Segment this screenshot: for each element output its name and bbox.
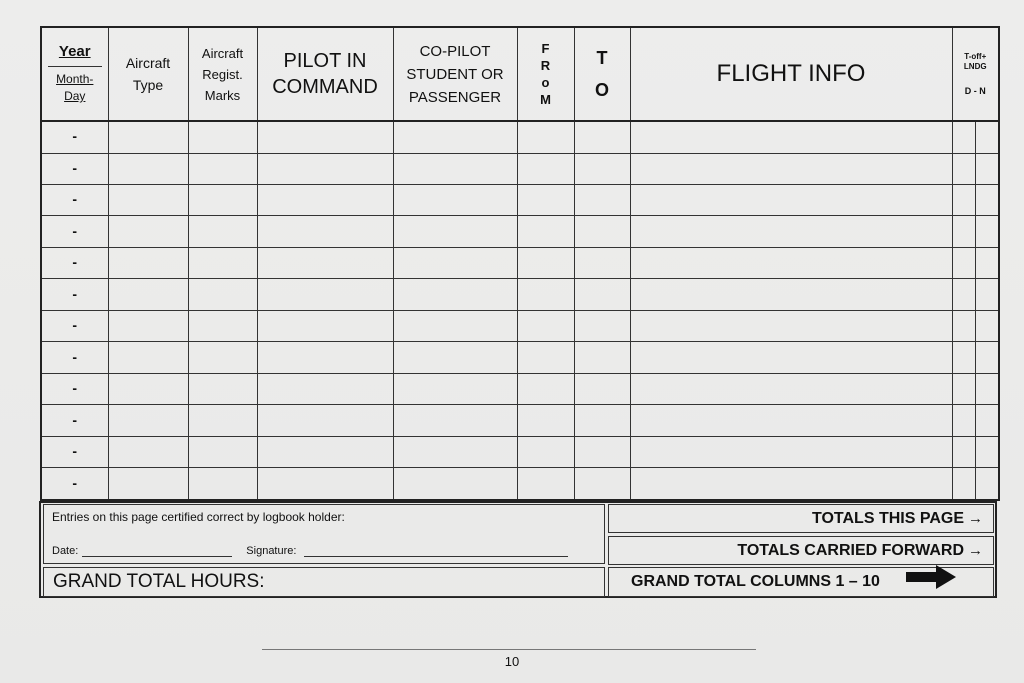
log-cell[interactable] xyxy=(630,342,952,373)
table-row xyxy=(41,279,999,310)
header-flight-info-label: FLIGHT INFO xyxy=(716,60,866,87)
header-pic-line1: PILOT IN xyxy=(283,50,367,72)
takeoff-landing-cell[interactable] xyxy=(952,279,999,310)
date-dash: - xyxy=(72,128,78,145)
date-cell[interactable] xyxy=(41,216,108,247)
header-regist-line3: Marks xyxy=(204,87,241,103)
log-cell[interactable] xyxy=(630,247,952,278)
grand-total-hours: GRAND TOTAL HOURS: xyxy=(43,567,605,597)
log-cell[interactable] xyxy=(188,153,257,184)
date-cell[interactable] xyxy=(41,184,108,215)
header-regist-line2: Regist. xyxy=(202,66,243,82)
log-cell[interactable] xyxy=(188,247,257,278)
table-row xyxy=(41,373,999,404)
header-copilot-line3: PASSENGER xyxy=(408,88,502,106)
block-arrow-icon xyxy=(906,565,956,599)
log-cell[interactable] xyxy=(188,121,257,153)
log-cell[interactable] xyxy=(393,121,517,153)
table-row xyxy=(41,153,999,184)
totals-this-page-label: TOTALS THIS PAGE xyxy=(811,510,964,527)
header-to-o: O xyxy=(594,80,609,100)
date-cell[interactable] xyxy=(41,279,108,310)
signature-field[interactable] xyxy=(304,546,568,557)
totals-this-page xyxy=(608,504,994,533)
log-cell[interactable] xyxy=(188,468,257,500)
header-aircraft-type-line2: Type xyxy=(132,77,164,93)
log-cell[interactable] xyxy=(188,279,257,310)
header-from-m: M xyxy=(540,92,551,107)
header-regist-line1: Aircraft xyxy=(201,45,244,61)
log-cell[interactable] xyxy=(574,373,630,404)
log-cell[interactable] xyxy=(517,436,574,467)
log-cell[interactable] xyxy=(108,216,188,247)
log-cell[interactable] xyxy=(630,216,952,247)
log-cell[interactable] xyxy=(108,405,188,436)
log-cell[interactable] xyxy=(108,279,188,310)
log-cell[interactable] xyxy=(574,121,630,153)
arrow-right-icon: → xyxy=(968,542,983,559)
totals-footer xyxy=(39,501,997,598)
log-cell[interactable] xyxy=(517,342,574,373)
log-cell[interactable] xyxy=(630,121,952,153)
log-cell[interactable] xyxy=(393,468,517,500)
log-cell[interactable] xyxy=(257,373,393,404)
log-cell[interactable] xyxy=(630,279,952,310)
log-cell[interactable] xyxy=(517,216,574,247)
log-cell[interactable] xyxy=(393,373,517,404)
date-dash: - xyxy=(72,254,78,271)
date-dash: - xyxy=(72,285,78,302)
signature-label: Signature: xyxy=(246,545,297,557)
signature-row xyxy=(52,545,568,557)
page-number-rule xyxy=(262,649,756,650)
log-cell[interactable] xyxy=(393,405,517,436)
log-cell[interactable] xyxy=(574,279,630,310)
date-cell[interactable] xyxy=(41,247,108,278)
date-cell[interactable] xyxy=(41,373,108,404)
header-to xyxy=(574,27,630,121)
log-cell[interactable] xyxy=(108,310,188,341)
log-cell[interactable] xyxy=(108,373,188,404)
takeoff-landing-cell[interactable] xyxy=(952,184,999,215)
header-year-monthday xyxy=(41,27,108,121)
header-takeoff-landing xyxy=(952,27,999,121)
table-row xyxy=(41,310,999,341)
table-row xyxy=(41,247,999,278)
date-dash: - xyxy=(72,222,78,239)
log-cell[interactable] xyxy=(630,184,952,215)
log-cell[interactable] xyxy=(574,153,630,184)
date-label: Date: xyxy=(52,545,79,557)
date-dash: - xyxy=(72,443,78,460)
log-cell[interactable] xyxy=(188,405,257,436)
takeoff-landing-cell[interactable] xyxy=(952,373,999,404)
table-row xyxy=(41,121,999,153)
grand-total-columns xyxy=(608,567,994,597)
grand-total-columns-label: GRAND TOTAL COLUMNS 1 – 10 xyxy=(631,573,880,590)
log-cell[interactable] xyxy=(393,342,517,373)
takeoff-landing-cell[interactable] xyxy=(952,310,999,341)
log-cell[interactable] xyxy=(630,310,952,341)
date-dash: - xyxy=(72,317,78,334)
header-takeoff-line2: LNDG xyxy=(963,62,987,71)
date-dash: - xyxy=(72,191,78,208)
header-day-night: D - N xyxy=(964,86,986,96)
log-cell[interactable] xyxy=(108,247,188,278)
table-row xyxy=(41,342,999,373)
date-dash: - xyxy=(72,159,78,176)
log-cell[interactable] xyxy=(393,153,517,184)
log-cell[interactable] xyxy=(574,342,630,373)
log-body xyxy=(41,121,999,500)
table-row xyxy=(41,216,999,247)
flight-log-table xyxy=(40,26,1000,501)
page-number: 10 xyxy=(504,654,520,669)
takeoff-landing-cell[interactable] xyxy=(952,216,999,247)
arrow-right-icon: → xyxy=(968,510,983,527)
log-cell[interactable] xyxy=(257,153,393,184)
log-cell[interactable] xyxy=(257,121,393,153)
totals-carried-forward xyxy=(608,536,994,565)
log-cell[interactable] xyxy=(257,342,393,373)
log-cell[interactable] xyxy=(393,279,517,310)
table-row xyxy=(41,184,999,215)
log-cell[interactable] xyxy=(257,310,393,341)
date-cell[interactable] xyxy=(41,468,108,500)
log-cell[interactable] xyxy=(393,247,517,278)
date-field[interactable] xyxy=(82,546,232,557)
log-cell[interactable] xyxy=(574,310,630,341)
log-cell[interactable] xyxy=(393,310,517,341)
header-day: Day xyxy=(64,89,86,103)
takeoff-landing-cell[interactable] xyxy=(952,405,999,436)
log-cell[interactable] xyxy=(517,153,574,184)
takeoff-landing-cell[interactable] xyxy=(952,436,999,467)
log-cell[interactable] xyxy=(517,405,574,436)
certification-box xyxy=(43,504,605,564)
log-cell[interactable] xyxy=(630,373,952,404)
log-cell[interactable] xyxy=(574,468,630,500)
log-cell[interactable] xyxy=(393,184,517,215)
header-from-f: F xyxy=(541,41,550,56)
log-cell[interactable] xyxy=(630,468,952,500)
header-from xyxy=(517,27,574,121)
table-row xyxy=(41,405,999,436)
log-cell[interactable] xyxy=(574,184,630,215)
date-cell[interactable] xyxy=(41,153,108,184)
header-from-r: R xyxy=(540,58,551,73)
takeoff-landing-cell[interactable] xyxy=(952,247,999,278)
header-row xyxy=(41,27,999,121)
date-dash: - xyxy=(72,380,78,397)
log-cell[interactable] xyxy=(108,121,188,153)
log-cell[interactable] xyxy=(574,436,630,467)
log-cell[interactable] xyxy=(574,405,630,436)
log-cell[interactable] xyxy=(517,247,574,278)
log-cell[interactable] xyxy=(574,247,630,278)
header-takeoff-line1: T-off+ xyxy=(964,52,987,61)
header-copilot-line1: CO-PILOT xyxy=(419,42,491,60)
log-cell[interactable] xyxy=(188,216,257,247)
log-cell[interactable] xyxy=(517,184,574,215)
log-cell[interactable] xyxy=(188,342,257,373)
log-cell[interactable] xyxy=(257,436,393,467)
date-cell[interactable] xyxy=(41,436,108,467)
log-cell[interactable] xyxy=(393,436,517,467)
log-cell[interactable] xyxy=(108,342,188,373)
date-cell[interactable] xyxy=(41,310,108,341)
date-dash: - xyxy=(72,411,78,428)
log-cell[interactable] xyxy=(630,405,952,436)
log-cell[interactable] xyxy=(257,184,393,215)
log-cell[interactable] xyxy=(108,436,188,467)
header-pilot-in-command xyxy=(257,27,393,121)
header-aircraft-type-line1: Aircraft xyxy=(125,55,171,71)
certification-text: Entries on this page certified correct by logbook holder: xyxy=(52,510,345,524)
takeoff-landing-cell[interactable] xyxy=(952,342,999,373)
header-copilot-line2: STUDENT OR xyxy=(406,65,504,83)
log-cell[interactable] xyxy=(108,468,188,500)
log-cell[interactable] xyxy=(257,216,393,247)
log-cell[interactable] xyxy=(108,153,188,184)
date-cell[interactable] xyxy=(41,121,108,153)
date-cell[interactable] xyxy=(41,342,108,373)
table-row xyxy=(41,436,999,467)
takeoff-landing-cell[interactable] xyxy=(952,468,999,500)
log-cell[interactable] xyxy=(257,405,393,436)
log-cell[interactable] xyxy=(630,436,952,467)
header-aircraft-regist xyxy=(188,27,257,121)
header-year: Year xyxy=(58,43,91,60)
log-cell[interactable] xyxy=(257,247,393,278)
log-cell[interactable] xyxy=(257,279,393,310)
date-dash: - xyxy=(72,348,78,365)
log-cell[interactable] xyxy=(188,184,257,215)
log-cell[interactable] xyxy=(517,279,574,310)
log-cell[interactable] xyxy=(188,373,257,404)
log-cell[interactable] xyxy=(108,184,188,215)
totals-carried-forward-label: TOTALS CARRIED FORWARD xyxy=(737,542,964,559)
takeoff-landing-cell[interactable] xyxy=(952,121,999,153)
log-cell[interactable] xyxy=(630,153,952,184)
takeoff-landing-cell[interactable] xyxy=(952,153,999,184)
log-cell[interactable] xyxy=(517,468,574,500)
header-flight-info xyxy=(630,27,952,121)
log-cell[interactable] xyxy=(574,216,630,247)
log-cell[interactable] xyxy=(517,373,574,404)
header-from-o: o xyxy=(541,75,550,90)
date-cell[interactable] xyxy=(41,405,108,436)
log-cell[interactable] xyxy=(393,216,517,247)
header-month: Month- xyxy=(56,72,94,86)
date-dash: - xyxy=(72,474,78,491)
table-row xyxy=(41,468,999,500)
log-cell[interactable] xyxy=(517,310,574,341)
header-copilot xyxy=(393,27,517,121)
header-aircraft-type xyxy=(108,27,188,121)
header-to-t: T xyxy=(596,48,608,68)
log-cell[interactable] xyxy=(188,310,257,341)
log-cell[interactable] xyxy=(188,436,257,467)
header-pic-line2: COMMAND xyxy=(272,76,378,98)
log-cell[interactable] xyxy=(517,121,574,153)
log-cell[interactable] xyxy=(257,468,393,500)
